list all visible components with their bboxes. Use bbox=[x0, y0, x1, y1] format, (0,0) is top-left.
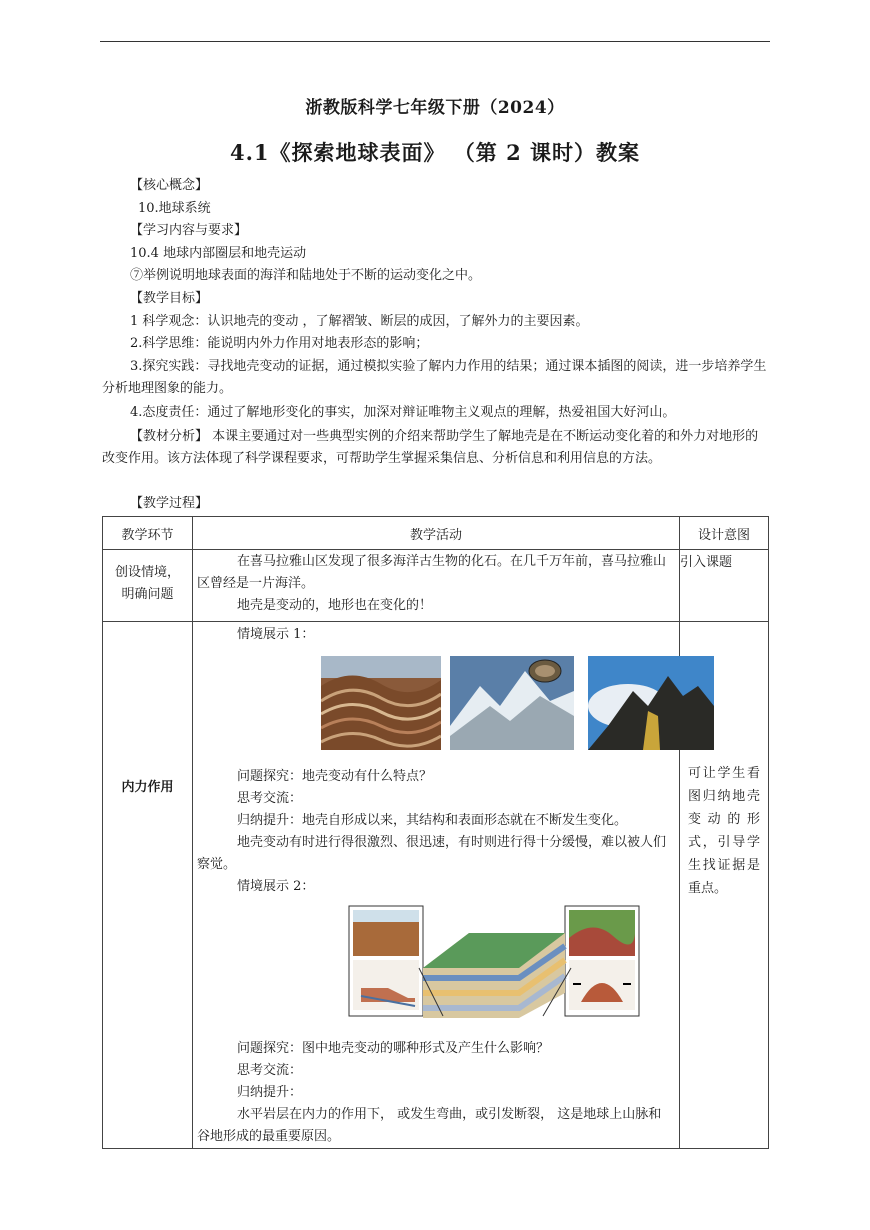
deformation-svg bbox=[193, 898, 680, 1038]
stage-cell bbox=[103, 622, 193, 1149]
fossil-text: 在喜马拉雅山区发现了很多海洋古生物的化石。在几千万年前，喜马拉雅山区曾经是一片海洋。 bbox=[197, 554, 667, 591]
crust-change-text: 地壳是变动的，地形也在变化的！ bbox=[237, 598, 433, 613]
core-concept-heading: 【核心概念】 bbox=[130, 178, 209, 193]
crust-deformation-diagram bbox=[193, 898, 679, 1038]
intent-cell: 引入课题 bbox=[680, 550, 769, 622]
himalaya-fossil-photo bbox=[450, 656, 574, 750]
scene-1-label: 情境展示 1： bbox=[237, 627, 315, 642]
header-stage: 教学环节 bbox=[103, 517, 193, 550]
stage-cell bbox=[103, 550, 193, 622]
scene-1-photos bbox=[193, 646, 679, 766]
goal-2: 2.科学思维：能说明内外力作用对地表形态的影响； bbox=[130, 336, 429, 351]
core-concept: 10.地球系统 bbox=[138, 201, 211, 216]
goal-3: 3.探究实践：寻找地壳变动的证据，通过模拟实验了解内力作用的结果；通过课本插图的阅读，进一步培养学生分析地理图象的能力。 bbox=[102, 359, 767, 396]
content-heading: 【学习内容与要求】 bbox=[130, 223, 248, 238]
material-analysis: 【教材分析】 本课主要通过对一些典型实例的介绍来帮助学生了解地壳是在不断运动变化着的和外力对地形的改变作用。该方法体现了科学课程要求，可帮助学生掌握采集信息、分析信息和利用信息的方法。 bbox=[102, 429, 759, 466]
header-rule bbox=[100, 41, 770, 42]
goal-4: 4.态度责任：通过了解地形变化的事实，加深对辩证唯物主义观点的理解，热爱祖国大好河山。 bbox=[130, 405, 676, 420]
question-2: 问题探究：图中地壳变动的哪种形式及产生什么影响？ bbox=[237, 1041, 550, 1056]
think-1: 思考交流： bbox=[237, 791, 303, 806]
header-intent: 设计意图 bbox=[680, 517, 769, 550]
think-2: 思考交流： bbox=[237, 1063, 303, 1078]
content-item: 10.4 地球内部圈层和地壳运动 bbox=[130, 246, 307, 261]
activity-cell bbox=[193, 550, 680, 622]
goals-heading: 【教学目标】 bbox=[130, 291, 209, 306]
header-activity: 教学活动 bbox=[193, 517, 680, 550]
question-1: 问题探究：地壳变动有什么特点？ bbox=[237, 769, 433, 784]
series-title: 浙教版科学七年级下册（2024） bbox=[305, 98, 565, 118]
crust-speed-text: 地壳变动有时进行得很激烈、很迅速，有时则进行得十分缓慢，难以被人们察觉。 bbox=[197, 835, 667, 872]
table-row bbox=[103, 550, 769, 622]
stage-label: 内力作用 bbox=[121, 779, 174, 795]
content-requirement: ⑦举例说明地球表面的海洋和陆地处于不断的运动变化之中。 bbox=[130, 268, 482, 283]
page-title: 4.1《探索地球表面》 （第 2 课时）教案 bbox=[229, 140, 641, 165]
stage-line-2: 明确问题 bbox=[121, 587, 174, 602]
stage-line-1: 创设情境， bbox=[114, 565, 180, 580]
summary-2: 归纳提升： bbox=[237, 1085, 303, 1100]
table-row bbox=[103, 622, 769, 1149]
rock-layer-text: 水平岩层在内力的作用下， 或发生弯曲，或引发断裂， 这是地球上山脉和谷地形成的最重要原因。 bbox=[197, 1107, 662, 1144]
activity-cell bbox=[193, 622, 680, 1149]
summary-1: 归纳提升：地壳自形成以来，其结构和表面形态就在不断发生变化。 bbox=[237, 813, 628, 828]
scene-2-label: 情境展示 2： bbox=[237, 879, 315, 894]
folded-rock-photo bbox=[321, 656, 441, 750]
lesson-table bbox=[102, 516, 769, 1149]
process-heading: 【教学过程】 bbox=[130, 496, 209, 511]
goal-1: 1 科学观念：认识地壳的变动 ，了解褶皱、断层的成因，了解外力的主要因素。 bbox=[130, 314, 589, 329]
mountain-cloud-photo bbox=[588, 656, 714, 750]
intent-text: 可让学生看图归纳地壳变动的形式，引导学生找证据是重点。 bbox=[688, 766, 760, 896]
table-header-row bbox=[103, 517, 769, 550]
